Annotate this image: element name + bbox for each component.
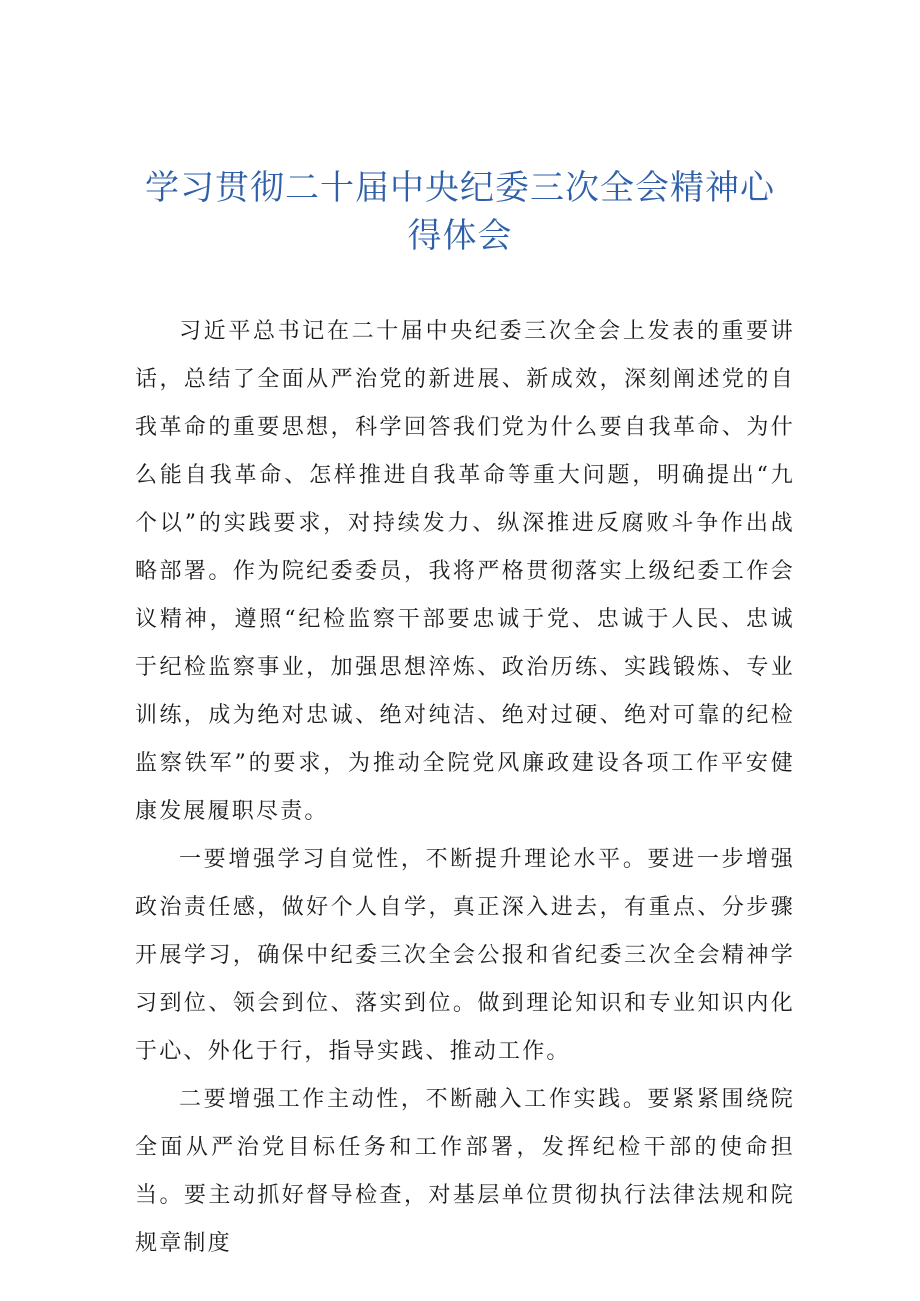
paragraph-point-two: 二要增强工作主动性，不断融入工作实践。要紧紧围绕院全面从严治党目标任务和工作部署，发挥纪检干部的使命担当。要主动抓好督导检查，对基层单位贯彻执行法律法规和院规章制度 <box>135 1087 795 1256</box>
paragraph-point-one: 一要增强学习自觉性，不断提升理论水平。要进一步增强政治责任感，做好个人自学，真正深入进去，有重点、分步骤开展学习，确保中纪委三次全会公报和省纪委三次全会精神学习到位、领会到位、落实到位。做到理论知识和专业知识内化于心、外化于行，指导实践、推动工作。 <box>135 847 795 1064</box>
document-title: 学习贯彻二十届中央纪委三次全会精神心得体会 <box>145 168 775 256</box>
paragraph-intro: 习近平总书记在二十届中央纪委三次全会上发表的重要讲话，总结了全面从严治党的新进展、新成效，深刻阐述党的自我革命的重要思想，科学回答我们党为什么要自我革命、为什么能自我革命、怎样推进自我革命等重大问题，明确提出“九个以”的实践要求，对持续发力、纵深推进反腐败斗争作出战略部署。作为院纪委委员，我将严格贯彻落实上级纪委工作会议精神，遵照“纪检监察干部要忠诚于党、忠诚于人民、忠诚于纪检监察事业，加强思想淬炼、政治历练、实践锻炼、专业训练，成为绝对忠诚、绝对纯洁、绝对过硬、绝对可靠的纪检监察铁军”的要求，为推动全院党风廉政建设各项工作平安健康发展履职尽责。 <box>135 319 795 824</box>
document-body <box>135 308 795 1268</box>
